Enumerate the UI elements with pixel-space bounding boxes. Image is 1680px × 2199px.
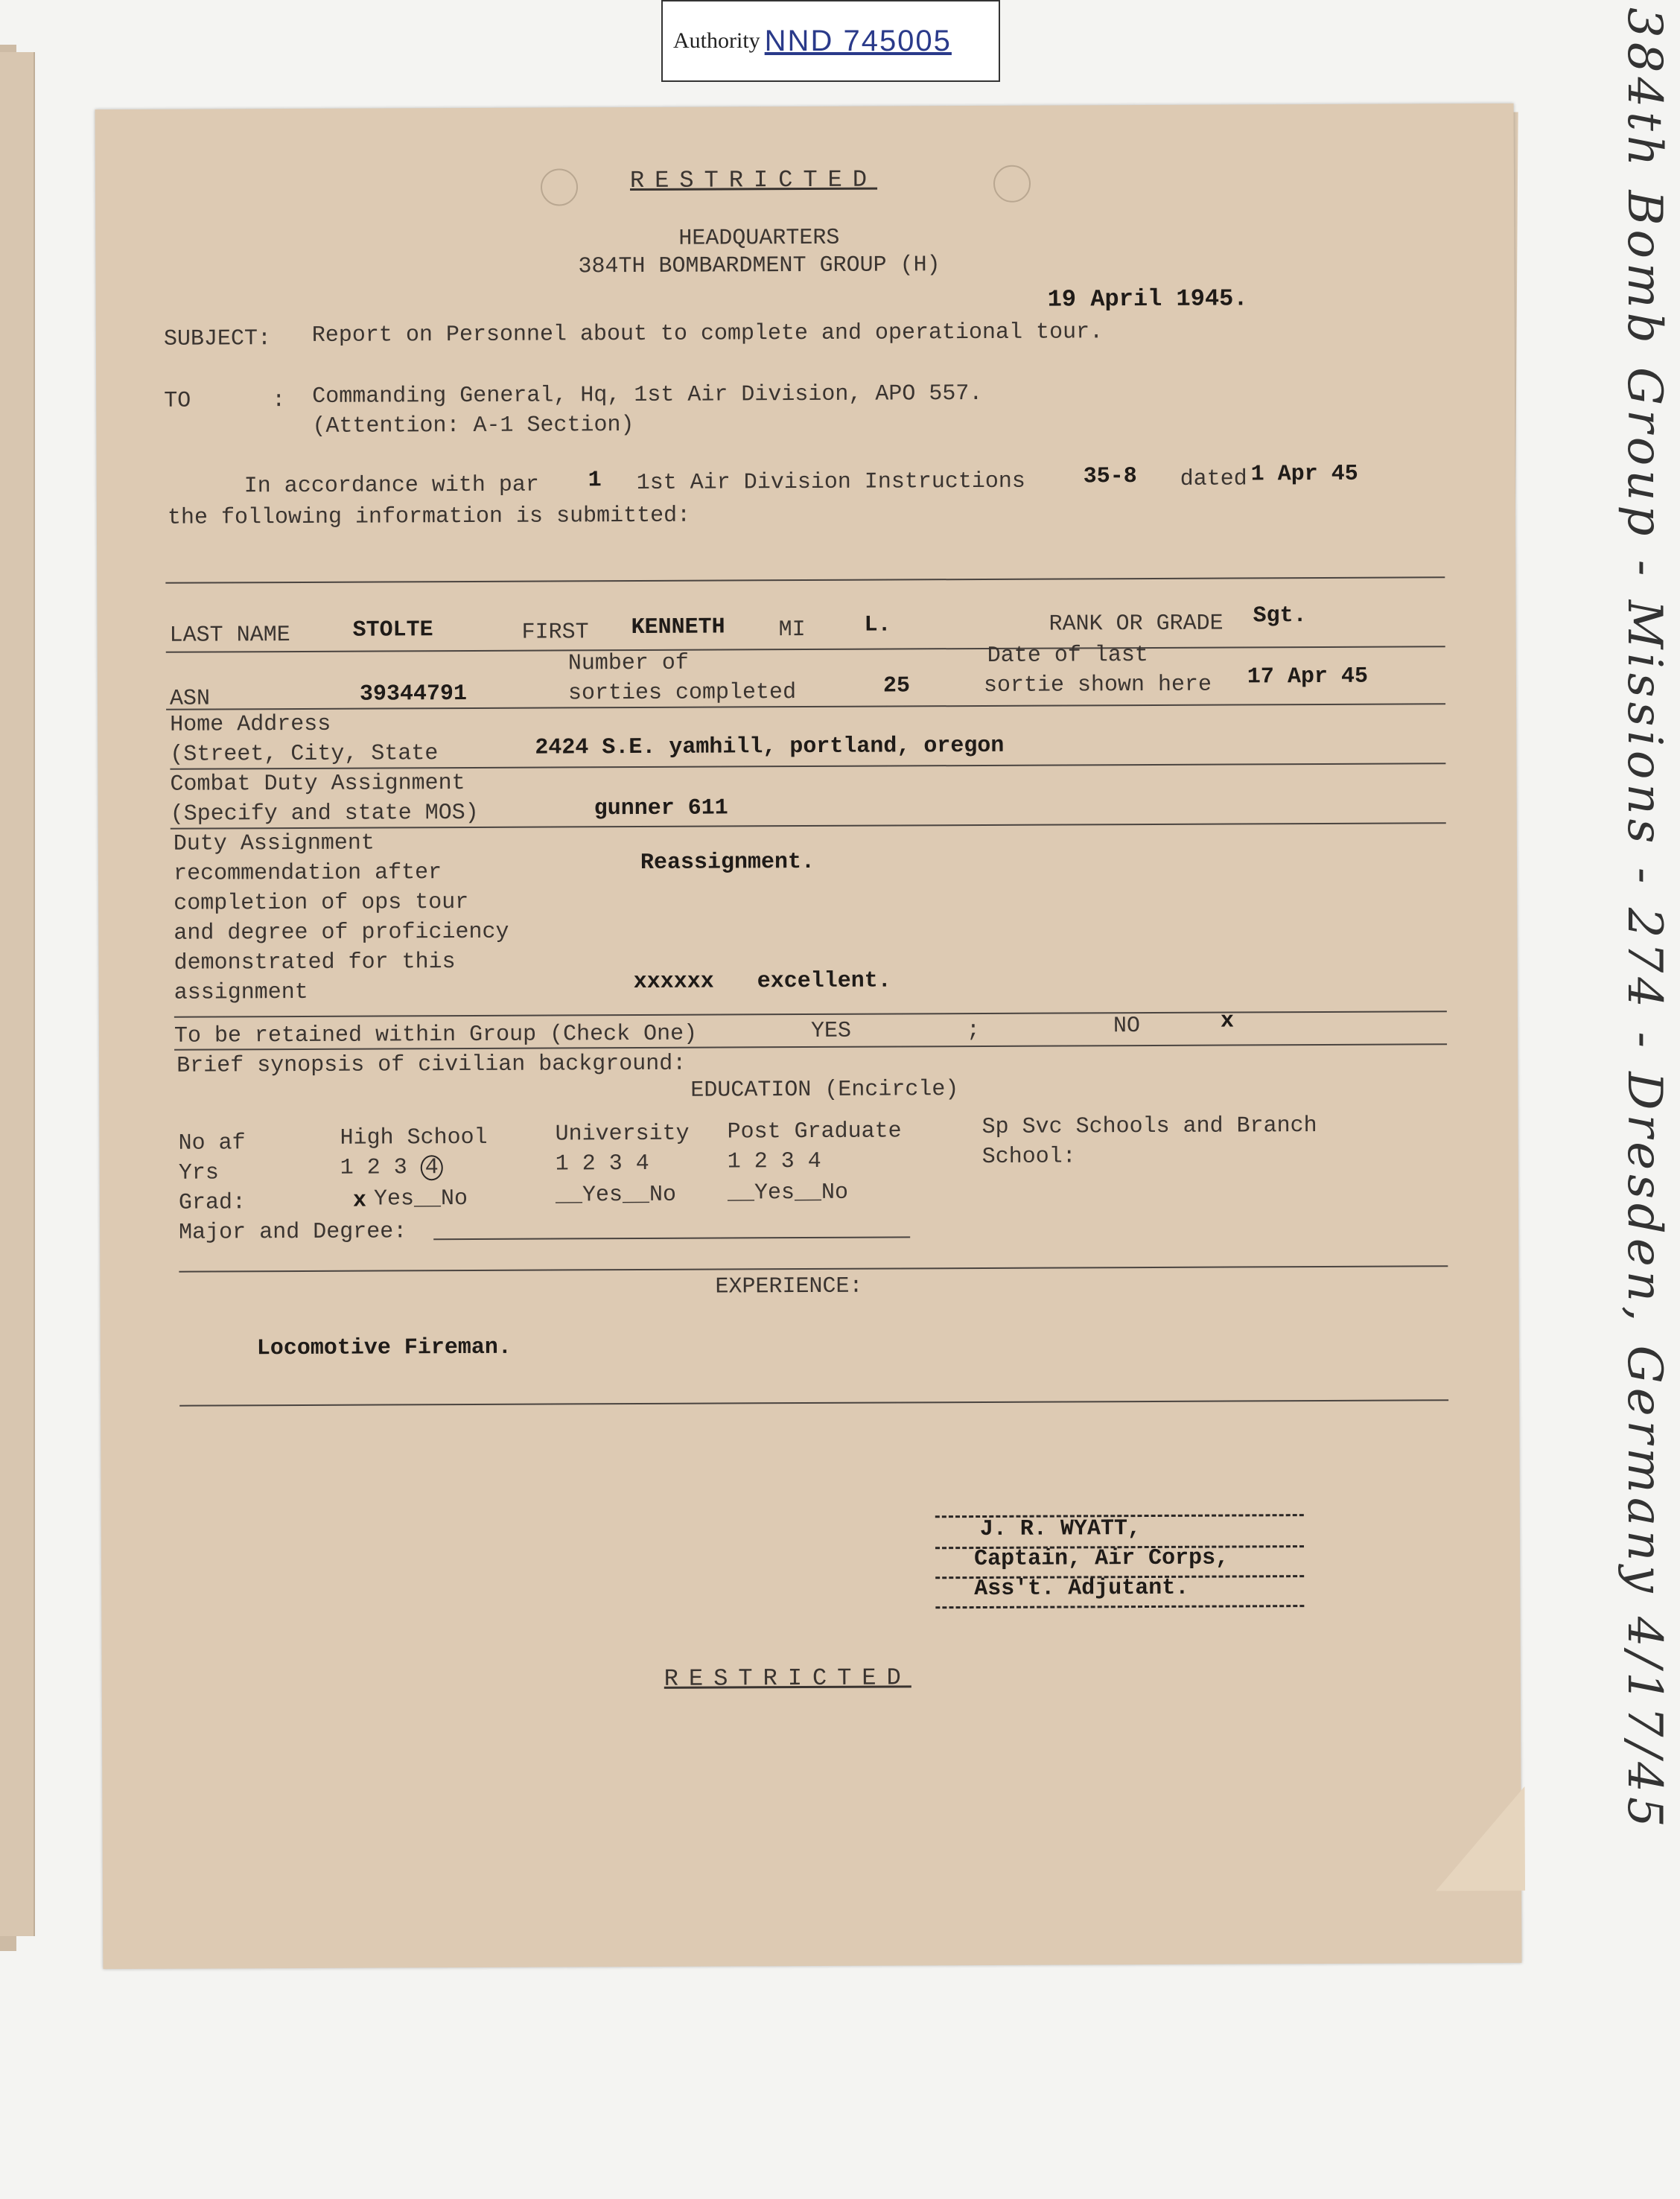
major-label: Major and Degree:: [179, 1219, 407, 1246]
experience-label: EXPERIENCE:: [715, 1273, 863, 1300]
address-label-2: (Street, City, State: [170, 741, 439, 768]
duty-recommendation: Reassignment.: [640, 849, 815, 876]
civilian-label: Brief synopsis of civilian background:: [176, 1051, 687, 1079]
separator-line: [165, 576, 1445, 583]
retained-yes-mark: ;: [966, 1017, 981, 1044]
document-date: 19 April 1945.: [1047, 284, 1248, 314]
rank-label: RANK OR GRADE: [1049, 611, 1224, 637]
field-line: [174, 1011, 1447, 1017]
address-label-1: Home Address: [170, 711, 331, 738]
proficiency-value: excellent.: [757, 968, 891, 995]
retained-no: NO: [1113, 1013, 1141, 1040]
major-field-line: [433, 1236, 910, 1240]
sorties-value: 25: [882, 673, 911, 699]
high-school-grad-options: Yes__No: [373, 1186, 468, 1212]
authority-label: Authority: [673, 28, 760, 53]
post-graduate-label: Post Graduate: [727, 1118, 902, 1145]
sp-svc-label: Sp Svc Schools and Branch: [981, 1113, 1317, 1140]
sorties-label-2: sorties completed: [567, 680, 797, 707]
post-graduate-years: 1 2 3 4: [727, 1148, 821, 1175]
last-sortie-value: 17 Apr 45: [1247, 663, 1369, 690]
combat-label-2: (Specify and state MOS): [170, 800, 479, 827]
authority-value: NND 745005: [764, 24, 952, 57]
punch-hole: [541, 168, 578, 206]
separator-line: [179, 1399, 1448, 1406]
signature-title: Captain, Air Corps,: [973, 1545, 1229, 1573]
combat-value: gunner 611: [594, 795, 728, 822]
intro-text-1: In accordance with par: [244, 472, 539, 500]
to-colon: :: [272, 388, 286, 414]
last-name-label: LAST NAME: [169, 623, 290, 649]
intro-instruction: 35-8: [1083, 464, 1137, 490]
last-name-value: STOLTE: [352, 617, 433, 643]
authority-stamp: [661, 0, 1000, 82]
education-title: EDUCATION (Encircle): [690, 1077, 959, 1104]
school-label: School:: [981, 1144, 1076, 1170]
high-school-circled-year: 4: [421, 1155, 443, 1180]
background-sheet-edge: [0, 52, 35, 1936]
first-name-value: KENNETH: [631, 614, 725, 641]
handwritten-note: 384th Bomb Group - Missions - 274 - Dresden, Germany 4/17/45: [1617, 7, 1672, 1832]
header-unit: 384TH BOMBARDMENT GROUP (H): [578, 252, 941, 280]
duty-label-5: demonstrated for this: [174, 949, 456, 976]
university-label: University: [555, 1121, 690, 1148]
torn-corner: [1435, 1786, 1525, 1891]
high-school-grad-mark: x: [352, 1188, 367, 1214]
post-graduate-grad-options: __Yes__No: [727, 1180, 849, 1206]
mi-value: L.: [864, 612, 891, 638]
to-line-2: (Attention: A-1 Section): [312, 413, 634, 439]
asn-label: ASN: [169, 686, 211, 712]
subject-text: Report on Personnel about to complete and operational tour.: [311, 319, 1104, 349]
signature-position: Ass't. Adjutant.: [974, 1575, 1189, 1603]
yrs-label: Yrs: [178, 1160, 219, 1186]
asn-value: 39344791: [359, 681, 468, 707]
intro-par: 1: [588, 468, 602, 494]
high-school-label: High School: [340, 1124, 488, 1151]
to-line-1: Commanding General, Hq, 1st Air Division, APO 557.: [312, 381, 983, 410]
classification-top: RESTRICTED: [629, 165, 878, 195]
university-grad-options: __Yes__No: [555, 1182, 677, 1209]
first-name-label: FIRST: [521, 620, 589, 646]
duty-label-1: Duty Assignment: [173, 830, 375, 857]
intro-text-3: dated: [1180, 466, 1247, 492]
subject-label: SUBJECT:: [163, 326, 272, 352]
retained-yes: YES: [810, 1018, 852, 1044]
document-page: [95, 104, 1522, 1969]
sorties-label-1: Number of: [567, 650, 689, 677]
classification-bottom: RESTRICTED: [664, 1664, 911, 1693]
field-line: [166, 646, 1445, 652]
field-line: [166, 703, 1445, 710]
duty-label-6: assignment: [174, 979, 308, 1006]
proficiency-struck: xxxxxx: [633, 969, 714, 996]
university-years: 1 2 3 4: [555, 1151, 649, 1177]
signature-line: [935, 1605, 1304, 1608]
no-of-label: No af: [178, 1130, 246, 1156]
signature-name: J. R. WYATT,: [979, 1516, 1142, 1543]
high-school-years: [340, 1155, 443, 1181]
to-label: TO: [164, 388, 191, 414]
retained-label: To be retained within Group (Check One): [174, 1021, 698, 1049]
last-sortie-label-1: Date of last: [987, 643, 1148, 669]
intro-dated: 1 Apr 45: [1250, 461, 1358, 488]
intro-line-2: the following information is submitted:: [167, 503, 691, 531]
combat-label-1: Combat Duty Assignment: [170, 771, 465, 798]
punch-hole: [993, 165, 1031, 203]
rank-value: Sgt.: [1253, 603, 1307, 629]
address-value: 2424 S.E. yamhill, portland, oregon: [535, 733, 1005, 761]
retained-no-mark: x: [1220, 1008, 1235, 1034]
grad-label: Grad:: [178, 1190, 246, 1216]
header-office: HEADQUARTERS: [678, 225, 840, 252]
separator-line: [179, 1265, 1448, 1272]
last-sortie-label-2: sortie shown here: [983, 672, 1212, 698]
duty-label-4: and degree of proficiency: [174, 919, 509, 946]
high-school-year-options: 1 2 3: [340, 1155, 407, 1181]
mi-label: MI: [778, 617, 806, 643]
duty-label-3: completion of ops tour: [174, 889, 469, 917]
duty-label-2: recommendation after: [173, 860, 442, 887]
intro-text-2: 1st Air Division Instructions: [636, 468, 1025, 496]
experience-value: Locomotive Fireman.: [256, 1334, 512, 1362]
